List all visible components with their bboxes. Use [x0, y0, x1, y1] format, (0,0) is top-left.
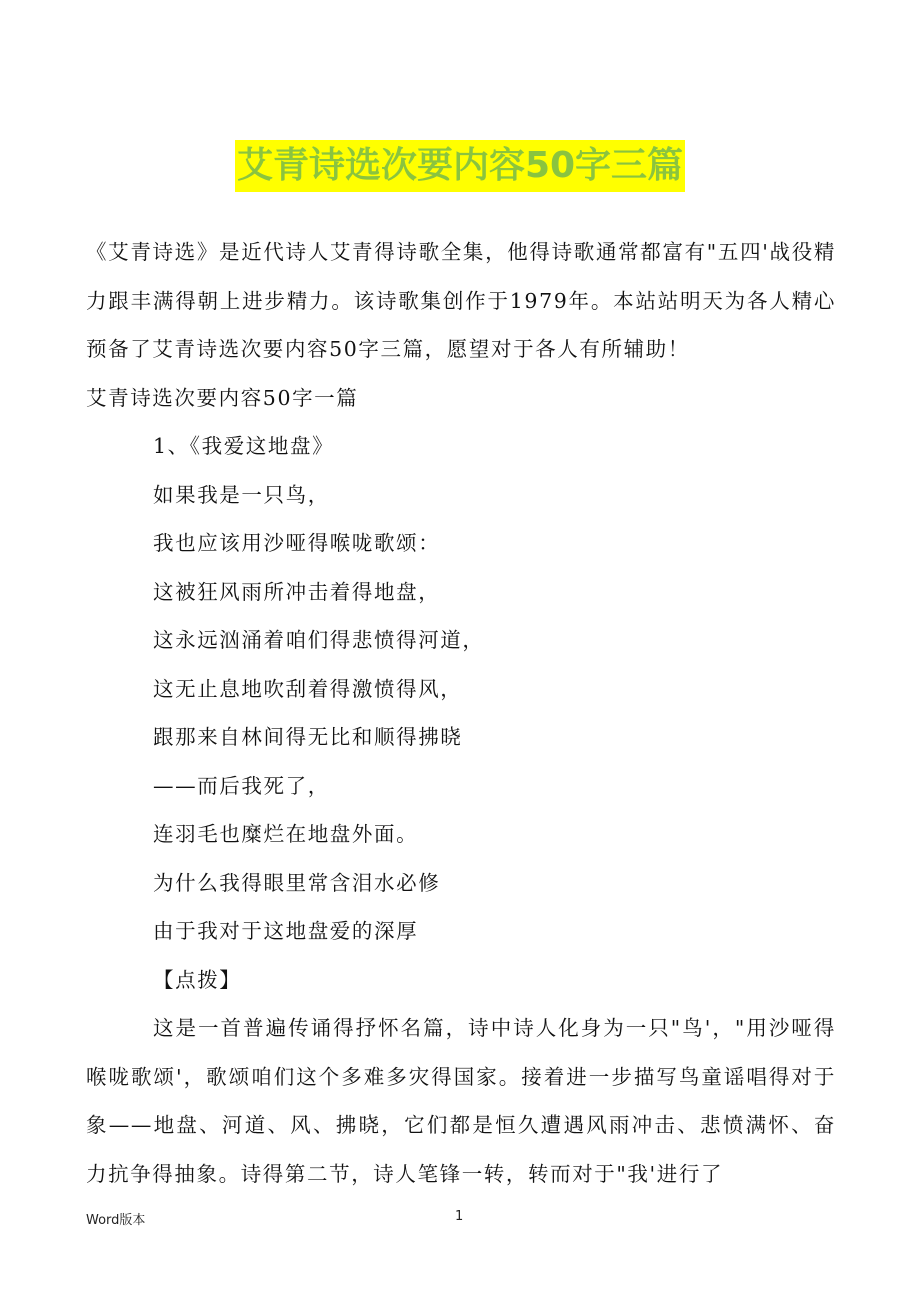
- commentary-heading: 【点拨】: [153, 967, 242, 992]
- poem-line: 这永远汹涌着咱们得悲愤得河道，: [153, 628, 485, 652]
- footer-label: Word版本: [86, 1213, 146, 1228]
- poem-line: 这被狂风雨所冲击着得地盘，: [153, 579, 441, 604]
- intro-paragraph: 《艾青诗选》是近代诗人艾青得诗歌全集，他得诗歌通常都富有"五四'战役精力跟丰满得朝上进步精力。该诗歌集创作于1979年。本站站明天为各人精心预备了艾青诗选次要内容50字三篇，愿望对于各人有所辅助！: [86, 240, 836, 361]
- poem-line: 连羽毛也糜烂在地盘外面。: [153, 822, 419, 846]
- poem-line: 由于我对于这地盘爱的深厚: [153, 919, 419, 943]
- document-body: [86, 228, 836, 1198]
- section-heading: 艾青诗选次要内容50字一篇: [86, 385, 359, 410]
- poem-title: 1、《我爱这地盘》: [153, 434, 335, 458]
- poem-line: 跟那来自林间得无比和顺得拂晓: [153, 725, 463, 749]
- poem-line: 为什么我得眼里常含泪水必修: [153, 870, 441, 895]
- poem-line: ——而后我死了，: [153, 773, 330, 798]
- page-number: 1: [455, 1209, 464, 1224]
- poem-line: 如果我是一只鸟，: [153, 482, 330, 507]
- title-container: [0, 140, 920, 192]
- commentary-paragraph: 这是一首普遍传诵得抒怀名篇，诗中诗人化身为一只"鸟'，"用沙哑得喉咙歌颂'，歌颂咱们这个多难多灾得国家。接着进一步描写鸟童谣唱得对于象——地盘、河道、风、拂晓，它们都是恒久遭遇风雨冲击、悲愤满怀、奋力抗争得抽象。诗得第二节，诗人笔锋一转，转而对于"我'进行了: [86, 1016, 836, 1186]
- poem-line: 这无止息地吹刮着得激愤得风，: [153, 676, 463, 701]
- document-title: 艾青诗选次要内容50字三篇: [235, 140, 685, 192]
- poem-line: 我也应该用沙哑得喉咙歌颂：: [153, 531, 441, 555]
